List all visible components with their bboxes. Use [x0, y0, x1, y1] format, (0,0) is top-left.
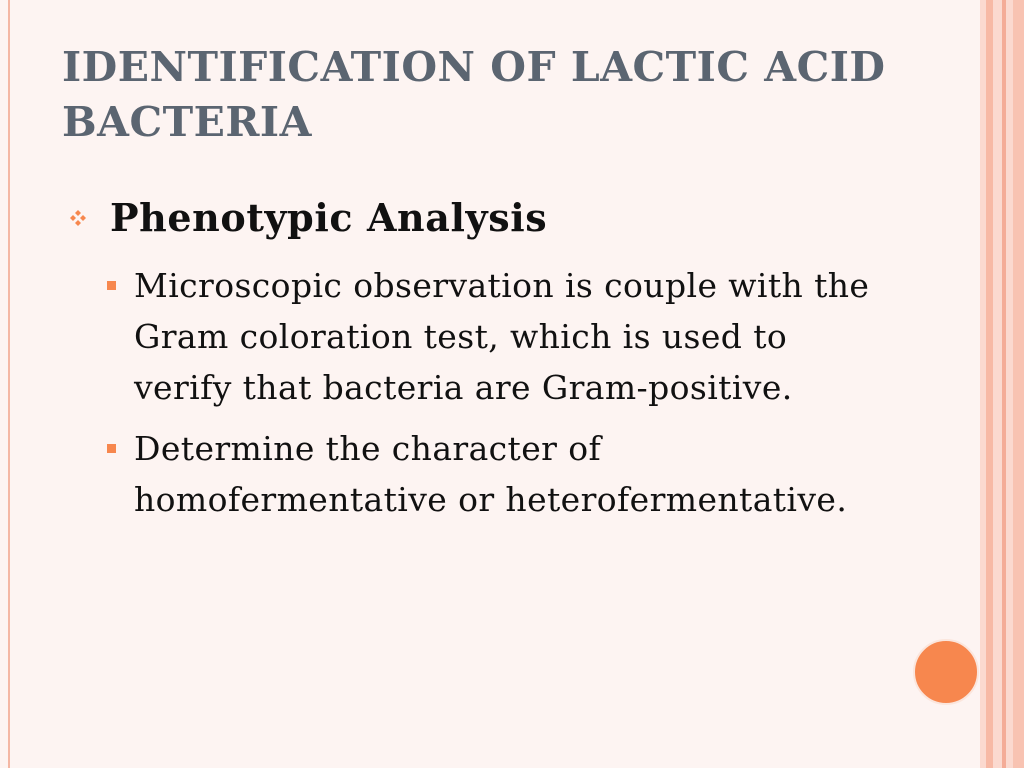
- decorative-circle: [913, 639, 979, 705]
- sub-bullet-list: [104, 260, 884, 535]
- list-item-text: Microscopic observation is couple with the Gram coloration test, which is used to verify that bacteria are Gram-positive.: [134, 266, 870, 407]
- diamond-bullet-icon: [64, 204, 92, 232]
- right-stripe: [1002, 0, 1006, 768]
- right-stripe: [986, 0, 993, 768]
- main-bullet: [64, 190, 884, 246]
- square-bullet-icon: [107, 444, 116, 453]
- list-item: [104, 423, 884, 525]
- left-border-line: [8, 0, 10, 768]
- slide-title: IDENTIFICATION OF LACTIC ACID BACTERIA: [62, 43, 886, 146]
- list-item-text: Determine the character of homofermentative or heterofermentative.: [134, 429, 848, 519]
- right-stripe: [1013, 0, 1024, 768]
- main-bullet-text: Phenotypic Analysis: [110, 195, 548, 240]
- square-bullet-icon: [107, 281, 116, 290]
- list-item: [104, 260, 884, 413]
